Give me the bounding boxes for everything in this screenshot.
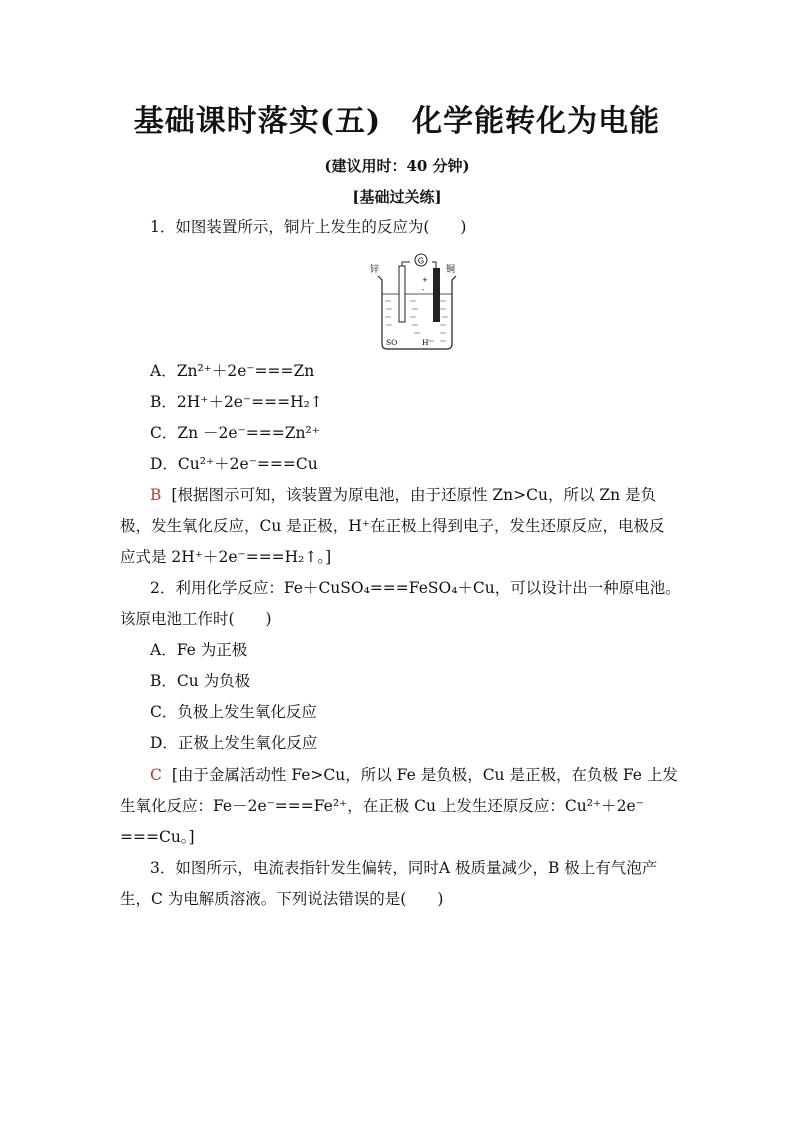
q1-explanation-line3: 应式是 2H⁺＋2e⁻===H₂↑。] — [120, 548, 332, 566]
label-hydrogen: H — [422, 338, 429, 347]
q1-option-b: B．2H⁺＋2e⁻===H₂↑ — [150, 393, 323, 411]
q1-explanation-line2: 极，发生氧化反应，Cu 是正极，H⁺在正极上得到电子，发生还原反应，电极反 — [120, 517, 665, 535]
q1-explanation-line1: B [根据图示可知，该装置为原电池，由于还原性 Zn>Cu，所以 Zn 是负 — [150, 486, 657, 504]
q2-stem-line1: 2．利用化学反应：Fe＋CuSO₄===FeSO₄＋Cu，可以设计出一种原电池。 — [150, 579, 681, 597]
meter-label: G — [417, 256, 425, 266]
zinc-electrode — [399, 266, 405, 322]
q2-option-a: A．Fe 为正极 — [150, 641, 248, 659]
label-sulfate: SO — [386, 338, 398, 347]
q2-option-c: C．负极上发生氧化反应 — [150, 703, 317, 721]
q2-explanation-line1: C [由于金属活动性 Fe>Cu，所以 Fe 是负极，Cu 是正极，在负极 Fe 上发 — [150, 766, 678, 784]
q2-option-b: B．Cu 为负极 — [150, 672, 251, 690]
copper-electrode — [433, 268, 440, 322]
galvanic-cell-diagram — [370, 246, 460, 352]
q1-answer: B — [150, 486, 162, 504]
sign-plus: + — [422, 276, 428, 284]
q3-stem-line1: 3．如图所示，电流表指针发生偏转，同时A 极质量减少，B 极上有气泡产 — [150, 859, 658, 877]
page-title: 基础课时落实(五) 化学能转化为电能 — [133, 104, 661, 139]
q1-option-a: A．Zn²⁺＋2e⁻===Zn — [150, 362, 315, 380]
q1-stem: 1．如图装置所示，铜片上发生的反应为( ) — [150, 218, 467, 236]
section-heading: [基础过关练] — [352, 188, 442, 206]
q2-answer: C — [150, 766, 162, 784]
q2-explanation-line2: 生氧化反应：Fe－2e⁻===Fe²⁺，在正极 Cu 上发生还原反应：Cu²⁺＋2e⁻ — [120, 797, 644, 815]
q1-option-c: C．Zn －2e⁻===Zn²⁺ — [150, 424, 320, 442]
time-note: (建议用时：40 分钟) — [324, 157, 470, 175]
q1-option-d: D．Cu²⁺＋2e⁻===Cu — [150, 455, 318, 473]
q2-explanation-line3: ===Cu。] — [120, 828, 195, 846]
q2-option-d: D．正极上发生氧化反应 — [150, 734, 318, 752]
q2-stem-line2: 该原电池工作时( ) — [120, 610, 272, 628]
label-copper: 铜 — [446, 265, 456, 275]
q3-stem-line2: 生，C 为电解质溶液。下列说法错误的是( ) — [120, 890, 444, 908]
sign-minus: - — [422, 286, 425, 294]
label-zinc: 锌 — [370, 265, 380, 275]
